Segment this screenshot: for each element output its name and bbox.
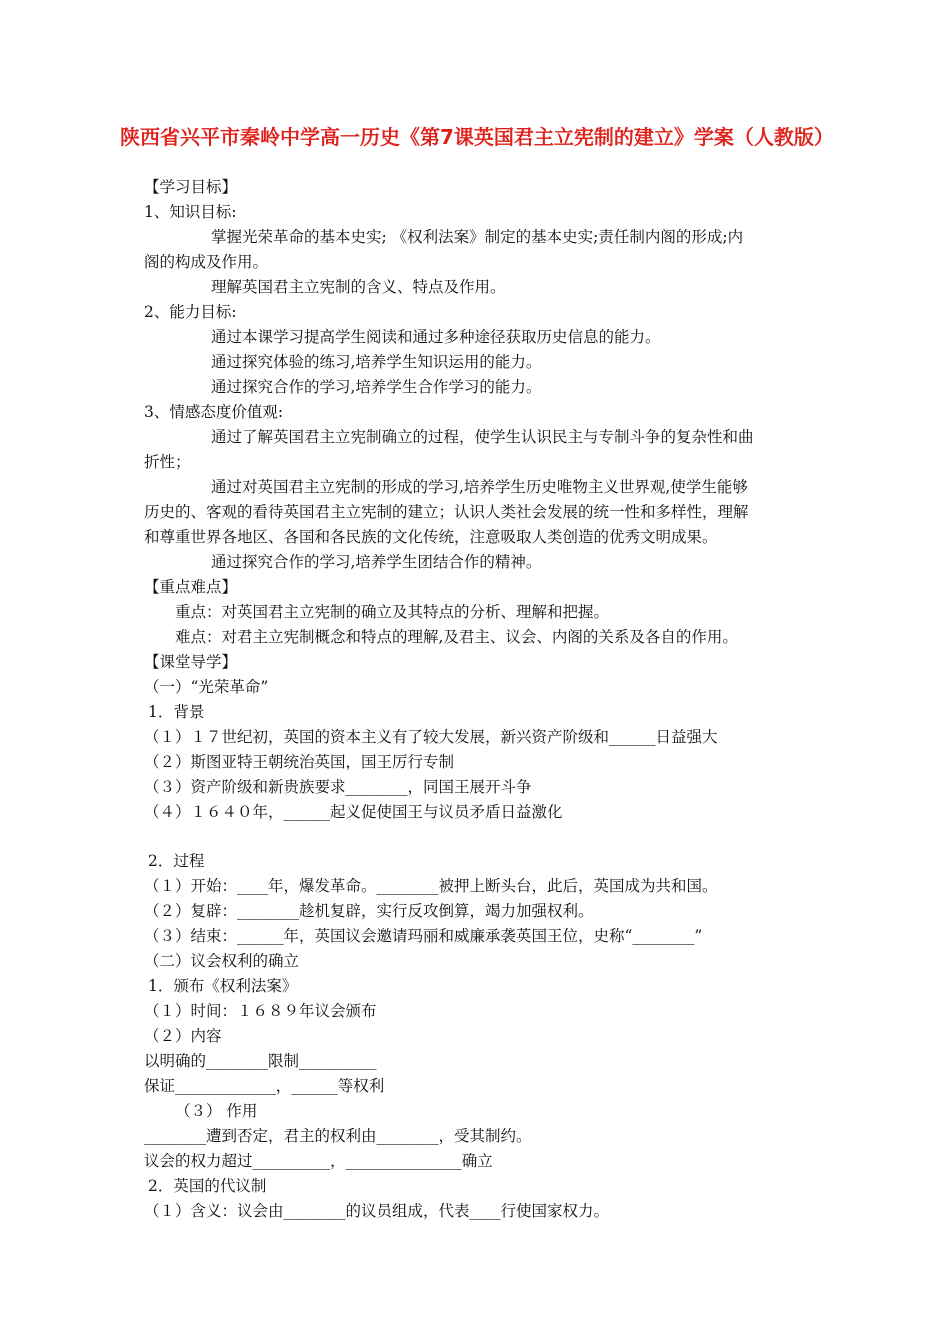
document-title: 陕西省兴平市秦岭中学高一历史《第7课英国君主立宪制的建立》学案（人教版）: [120, 125, 834, 149]
fill-in-line: （３）结束：______年，英国议会邀请玛丽和威廉承袭英国王位，史称“________”: [144, 927, 703, 945]
fill-in-line: （２）斯图亚特王朝统治英国，国王厉行专制: [144, 753, 455, 771]
subsection-heading: （二）议会权利的确立: [144, 952, 300, 970]
subheading-knowledge-goals: 1、知识目标:: [144, 203, 237, 221]
fill-in-line: （２）内容: [144, 1027, 222, 1045]
section-heading-learning-goals: 【学习目标】: [144, 178, 238, 196]
paragraph-line: 理解英国君主立宪制的含义、特点及作用。: [211, 278, 506, 296]
fill-in-line: （２）复辟：________趁机复辟，实行反攻倒算，竭力加强权利。: [144, 902, 594, 920]
subheading-ability-goals: 2、能力目标:: [144, 303, 237, 321]
fill-in-line: （３）资产阶级和新贵族要求________，同国王展开斗争: [144, 778, 532, 796]
paragraph-line: 阁的构成及作用。: [144, 253, 269, 271]
paragraph-line: 折性；: [144, 453, 191, 471]
difficult-point-line: 难点：对君主立宪制概念和特点的理解,及君主、议会、内阁的关系及各自的作用。: [175, 628, 738, 646]
paragraph-line: 通过对英国君主立宪制的形成的学习,培养学生历史唯物主义世界观,使学生能够: [211, 478, 748, 496]
item-heading: 2．过程: [148, 852, 205, 870]
fill-in-line: 议会的权力超过__________，_______________确立: [144, 1152, 493, 1170]
subheading-values-goals: 3、情感态度价值观:: [144, 403, 284, 421]
fill-in-line: 以明确的________限制__________: [144, 1052, 377, 1070]
fill-in-line: （１）含义：议会由________的议员组成，代表____行使国家权力。: [144, 1202, 610, 1220]
fill-in-line: （１）开始：____年，爆发革命。________被押上断头台，此后，英国成为共和国。: [144, 877, 718, 895]
section-heading-classroom-guide: 【课堂导学】: [144, 653, 238, 671]
item-heading: 2．英国的代议制: [148, 1177, 267, 1195]
item-heading: 1．颁布《权利法案》: [148, 977, 298, 995]
paragraph-line: 通过了解英国君主立宪制确立的过程，使学生认识民主与专制斗争的复杂性和曲: [211, 428, 754, 446]
paragraph-line: 通过探究体验的练习,培养学生知识运用的能力。: [211, 353, 542, 371]
subsection-heading: （一）“光荣革命”: [144, 678, 269, 696]
item-heading: 1．背景: [148, 703, 205, 721]
key-point-line: 重点：对英国君主立宪制的确立及其特点的分析、理解和把握。: [175, 603, 610, 621]
paragraph-line: 通过本课学习提高学生阅读和通过多种途径获取历史信息的能力。: [211, 328, 661, 346]
fill-in-line: ________遭到否定，君主的权利由________，受其制约。: [144, 1127, 532, 1145]
section-heading-key-points: 【重点难点】: [144, 578, 238, 596]
fill-in-line: （１）１７世纪初，英国的资本主义有了较大发展，新兴资产阶级和______日益强大: [144, 728, 718, 746]
paragraph-line: 通过探究合作的学习,培养学生合作学习的能力。: [211, 378, 542, 396]
fill-in-line: （４）１６４０年，______起义促使国王与议员矛盾日益激化: [144, 803, 563, 821]
fill-in-line: 保证_____________，______等权利: [144, 1077, 385, 1095]
paragraph-line: 通过探究合作的学习,培养学生团结合作的精神。: [211, 553, 542, 571]
paragraph-line: 历史的、客观的看待英国君主立宪制的建立；认识人类社会发展的统一性和多样性，理解: [144, 503, 749, 521]
fill-in-line: （３） 作用: [175, 1102, 258, 1120]
paragraph-line: 和尊重世界各地区、各国和各民族的文化传统，注意吸取人类创造的优秀文明成果。: [144, 528, 718, 546]
paragraph-line: 掌握光荣革命的基本史实; 《权利法案》制定的基本史实;责任制内阁的形成;内: [211, 228, 744, 246]
fill-in-line: （１）时间：１６８９年议会颁布: [144, 1002, 377, 1020]
